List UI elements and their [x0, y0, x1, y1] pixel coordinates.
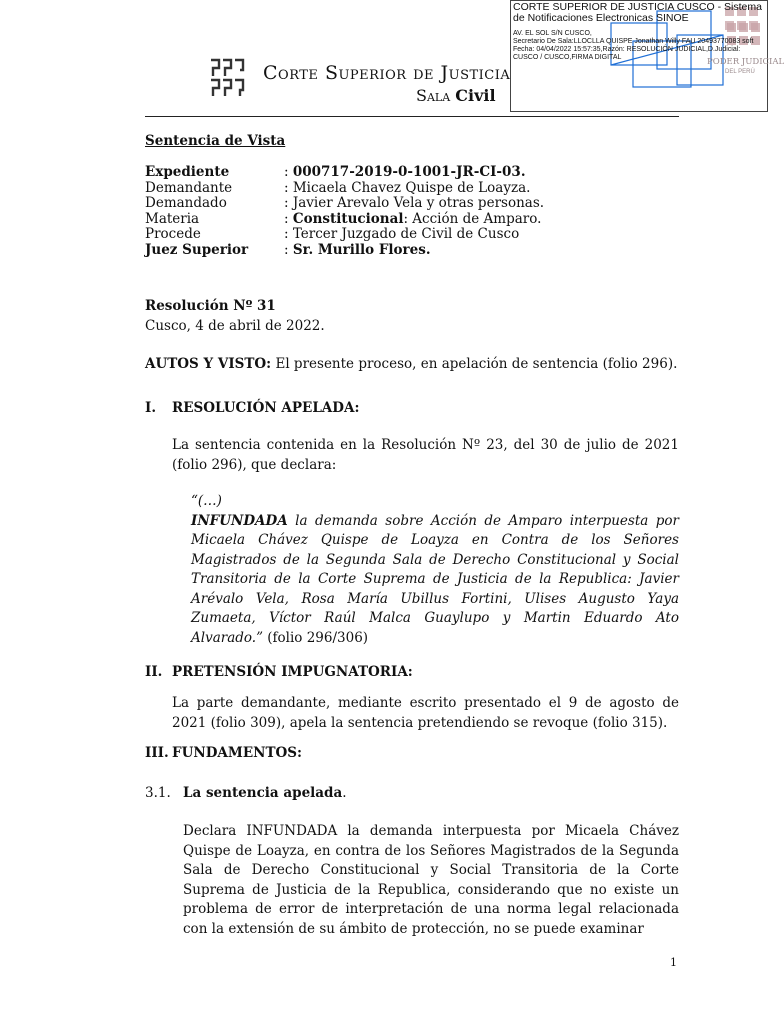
case-info [145, 164, 685, 257]
seal-text: PODER JUDICIAL [707, 57, 784, 67]
section-1-heading [145, 400, 360, 416]
case-row: Procede : Tercer Juzgado de Civil de Cusco [145, 226, 520, 242]
section-2-paragraph: La parte demandante, mediante escrito presentado el 9 de agosto de 2021 (folio 309), apela la sentencia pretendiendo se revoque (folio 315). [172, 695, 679, 731]
case-label: Procede [145, 226, 201, 242]
case-row: Juez Superior : Sr. Murillo Flores. [145, 241, 431, 258]
case-label: Expediente [145, 164, 230, 180]
chamber-name [416, 86, 496, 105]
case-label: Materia [145, 210, 200, 227]
autos-text: El presente proceso, en apelación de sentencia (folio 296). [271, 356, 678, 372]
signature-line-2: Secretario De Sala:LLOCLLA QUISPE Jonathan Willy FAU 20493770083 soft [513, 38, 754, 45]
case-value: Sr. Murillo Flores. [292, 241, 431, 258]
subsection-3-1-paragraph: Declara INFUNDADA la demanda interpuesta por Micaela Chávez Quispe de Loayza, en contra de los Señores Magistrados de la Segunda Sala de Derecho Constitucional y Social Transitoria de la Corte Suprema de Justicia de la Republica, considerando que no existe un problema de error de interpretación de una norma legal relacionada con la extensión de su ámbito de protección, no se puede examinar [183, 823, 679, 937]
case-value: : Acción de Amparo. [403, 210, 542, 227]
autos-label: AUTOS Y VISTO: [145, 356, 272, 372]
section-2-heading [145, 664, 413, 680]
resolution-number: Resolución Nº 31 [145, 298, 276, 314]
case-label: Demandado [145, 195, 227, 211]
court-name: Corte Superior de Justicia [263, 62, 511, 84]
section-title: RESOLUCIÓN APELADA: [172, 400, 360, 416]
signature-title: CORTE SUPERIOR DE JUSTICIA CUSCO - Sistema de Notificaciones Electronicas SINOE [513, 1, 762, 24]
subsection-dot: . [342, 785, 347, 801]
section-number: III. [145, 745, 169, 761]
case-value: Javier Arevalo Vela y otras personas. [292, 195, 545, 211]
signature-line-1: AV. EL SOL S/N CUSCO, [513, 30, 592, 37]
signature-line-3: Fecha: 04/04/2022 15:57:35,Razón: RESOLUCIÓN JUDICIAL,D.Judicial: CUSCO / CUSCO,FIRMA DIGITAL [513, 46, 741, 61]
subsection-number: 3.1. [145, 785, 171, 801]
case-label: Juez Superior [145, 241, 249, 258]
case-value: Micaela Chavez Quispe de Loayza. [292, 179, 531, 196]
autos-line [145, 356, 677, 372]
seal-subtext: DEL PERÚ [725, 69, 755, 75]
case-row: Materia : Constitucional: Acción de Amparo. [145, 210, 542, 227]
chamber-suffix: Civil [455, 86, 496, 105]
case-row: Expediente : 000717-2019-0-1001-JR-CI-03. [145, 164, 526, 180]
doc-title: Sentencia de Vista [145, 133, 286, 149]
signature-details [513, 30, 763, 62]
resolution-date: Cusco, 4 de abril de 2022. [145, 318, 325, 334]
case-row: Demandado : Javier Arevalo Vela y otras personas. [145, 195, 545, 211]
header-divider [145, 116, 679, 117]
quote-text: la demanda sobre Acción de Amparo interpuesta por Micaela Chávez Quispe de Loayza en Contra de los Señores Magistrados de la Segunda Sala de Derecho Constitucional y Social Transitoria de la Corte Suprema de Justicia de la Republica: Javier Arévalo Vela, Rosa María Ubillus Fortini, Ulises Augusto Yaya Zumaeta, Víctor Raúl Malca Guaylupo y Martin Eduardo Ato Alvarado.” [191, 512, 679, 646]
quote-verdict: INFUNDADA [191, 512, 288, 529]
subsection-3-1-heading [145, 785, 347, 801]
section-number: I. [145, 400, 157, 416]
quote-ref: (folio 296/306) [262, 629, 369, 646]
chamber-prefix: Sala [416, 86, 451, 105]
subsection-title: La sentencia apelada [183, 785, 343, 801]
section-3-heading [145, 745, 302, 761]
section-title: PRETENSIÓN IMPUGNATORIA: [172, 664, 413, 680]
case-value: Tercer Juzgado de Civil de Cusco [292, 226, 520, 242]
quote-open: “(…) [191, 493, 222, 509]
pj-emblem-icon [209, 58, 249, 98]
case-label: Demandante [145, 179, 233, 196]
case-value: 000717-2019-0-1001-JR-CI-03. [292, 164, 526, 180]
digital-signature-stamp [510, 0, 784, 112]
court-logo [209, 58, 249, 98]
section-1-paragraph: La sentencia contenida en la Resolución Nº 23, del 30 de julio de 2021 (folio 296), que declara: [172, 437, 679, 473]
page-number: 1 [670, 956, 677, 969]
section-title: FUNDAMENTOS: [172, 745, 302, 761]
quote-block [191, 492, 679, 648]
case-value-bold: Constitucional [292, 210, 404, 227]
section-number: II. [145, 664, 163, 680]
case-row: Demandante : Micaela Chavez Quispe de Loayza. [145, 179, 531, 196]
